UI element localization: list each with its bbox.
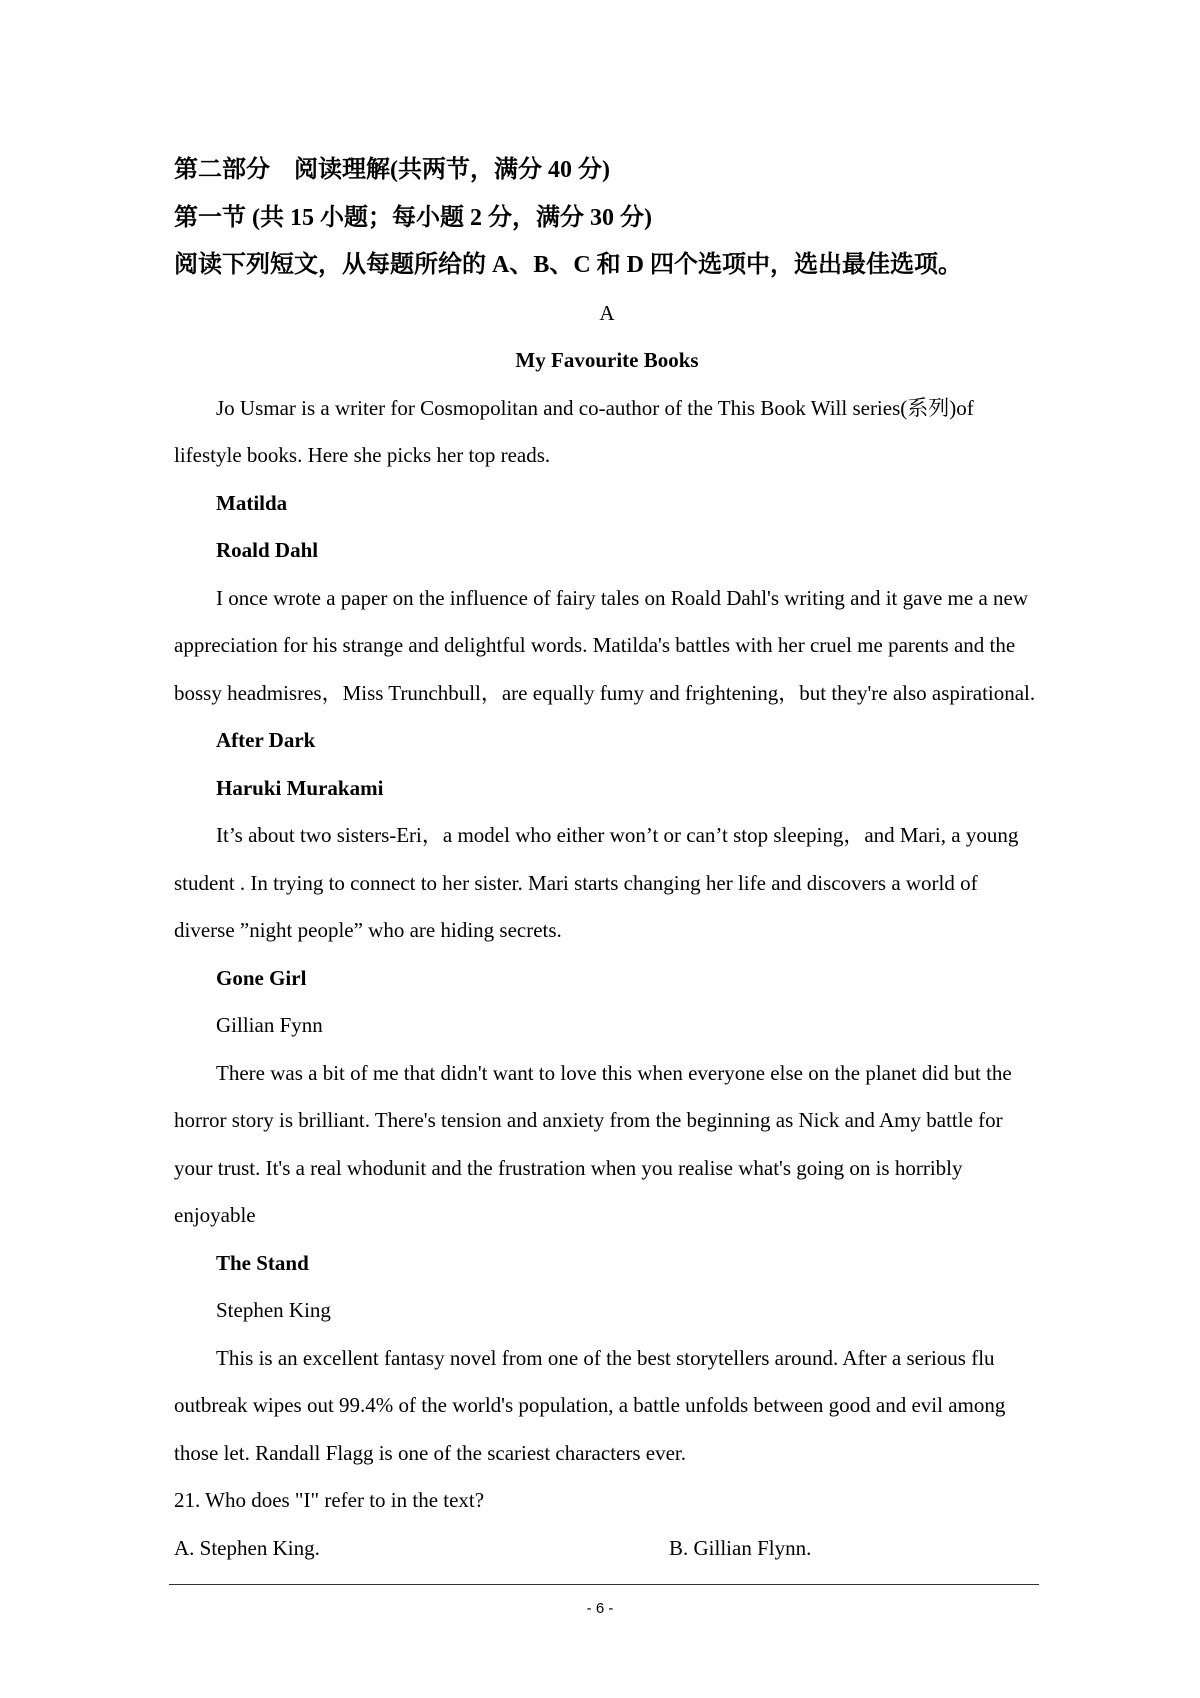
book-author: Gillian Fynn [216, 1013, 323, 1037]
review-line: student . In trying to connect to her sister. Mari starts changing her life and discovers a world of [174, 870, 978, 895]
option-a: A. Stephen King. [174, 1535, 320, 1560]
review-line: diverse ”night people” who are hiding secrets. [174, 918, 562, 942]
book-title: Gone Girl [216, 965, 307, 990]
book-title: The Stand [216, 1250, 309, 1275]
option-b: B. Gillian Flynn. [669, 1535, 812, 1560]
section-heading: 第一节 (共 15 小题；每小题 2 分，满分 30 分) [174, 204, 652, 231]
passage-label: A [599, 300, 615, 325]
book-author: Stephen King [216, 1298, 331, 1322]
instructions: 阅读下列短文，从每题所给的 A、B、C 和 D 四个选项中，选出最佳选项。 [174, 252, 963, 278]
part-heading: 第二部分 阅读理解(共两节，满分 40 分) [174, 157, 610, 183]
book-title: Matilda [216, 490, 288, 515]
review-line: bossy headmisres，Miss Trunchbull，are equally fumy and frightening，but they're also aspirational. [174, 680, 1036, 705]
intro-line: lifestyle books. Here she picks her top reads. [174, 443, 551, 467]
review-line: those let. Randall Flagg is one of the scariest characters ever. [174, 1440, 686, 1465]
passage-title: My Favourite Books [515, 348, 699, 372]
book-author: Roald Dahl [216, 538, 319, 562]
question-stem: 21. Who does "I" refer to in the text? [174, 1488, 485, 1512]
review-line: This is an excellent fantasy novel from one of the best storytellers around. After a serious flu [216, 1345, 995, 1370]
review-line: I once wrote a paper on the influence of fairy tales on Roald Dahl's writing and it gave me a new [216, 585, 1028, 610]
intro-line: Jo Usmar is a writer for Cosmopolitan and co-author of the This Book Will series(系列)of [216, 395, 974, 420]
page-number: - 6 - [586, 1600, 614, 1617]
review-line: outbreak wipes out 99.4% of the world's population, a battle unfolds between good and evil among [174, 1393, 1006, 1417]
review-line: enjoyable [174, 1203, 256, 1227]
review-line: It’s about two sisters-Eri，a model who either won’t or can’t stop sleeping，and Mari, a young [216, 823, 1019, 847]
footer-rule [169, 1584, 1039, 1585]
review-line: appreciation for his strange and delightful words. Matilda's battles with her cruel me parents and the [174, 633, 1016, 657]
reading-section [174, 147, 1040, 1572]
review-line: your trust. It's a real whodunit and the frustration when you realise what's going on is horribly [174, 1155, 963, 1180]
review-line: There was a bit of me that didn't want to love this when everyone else on the planet did but the [216, 1060, 1012, 1085]
book-author: Haruki Murakami [216, 775, 384, 800]
review-line: horror story is brilliant. There's tension and anxiety from the beginning as Nick and Amy battle for [174, 1108, 1003, 1132]
book-title: After Dark [216, 728, 316, 752]
question-options [174, 1525, 1040, 1573]
